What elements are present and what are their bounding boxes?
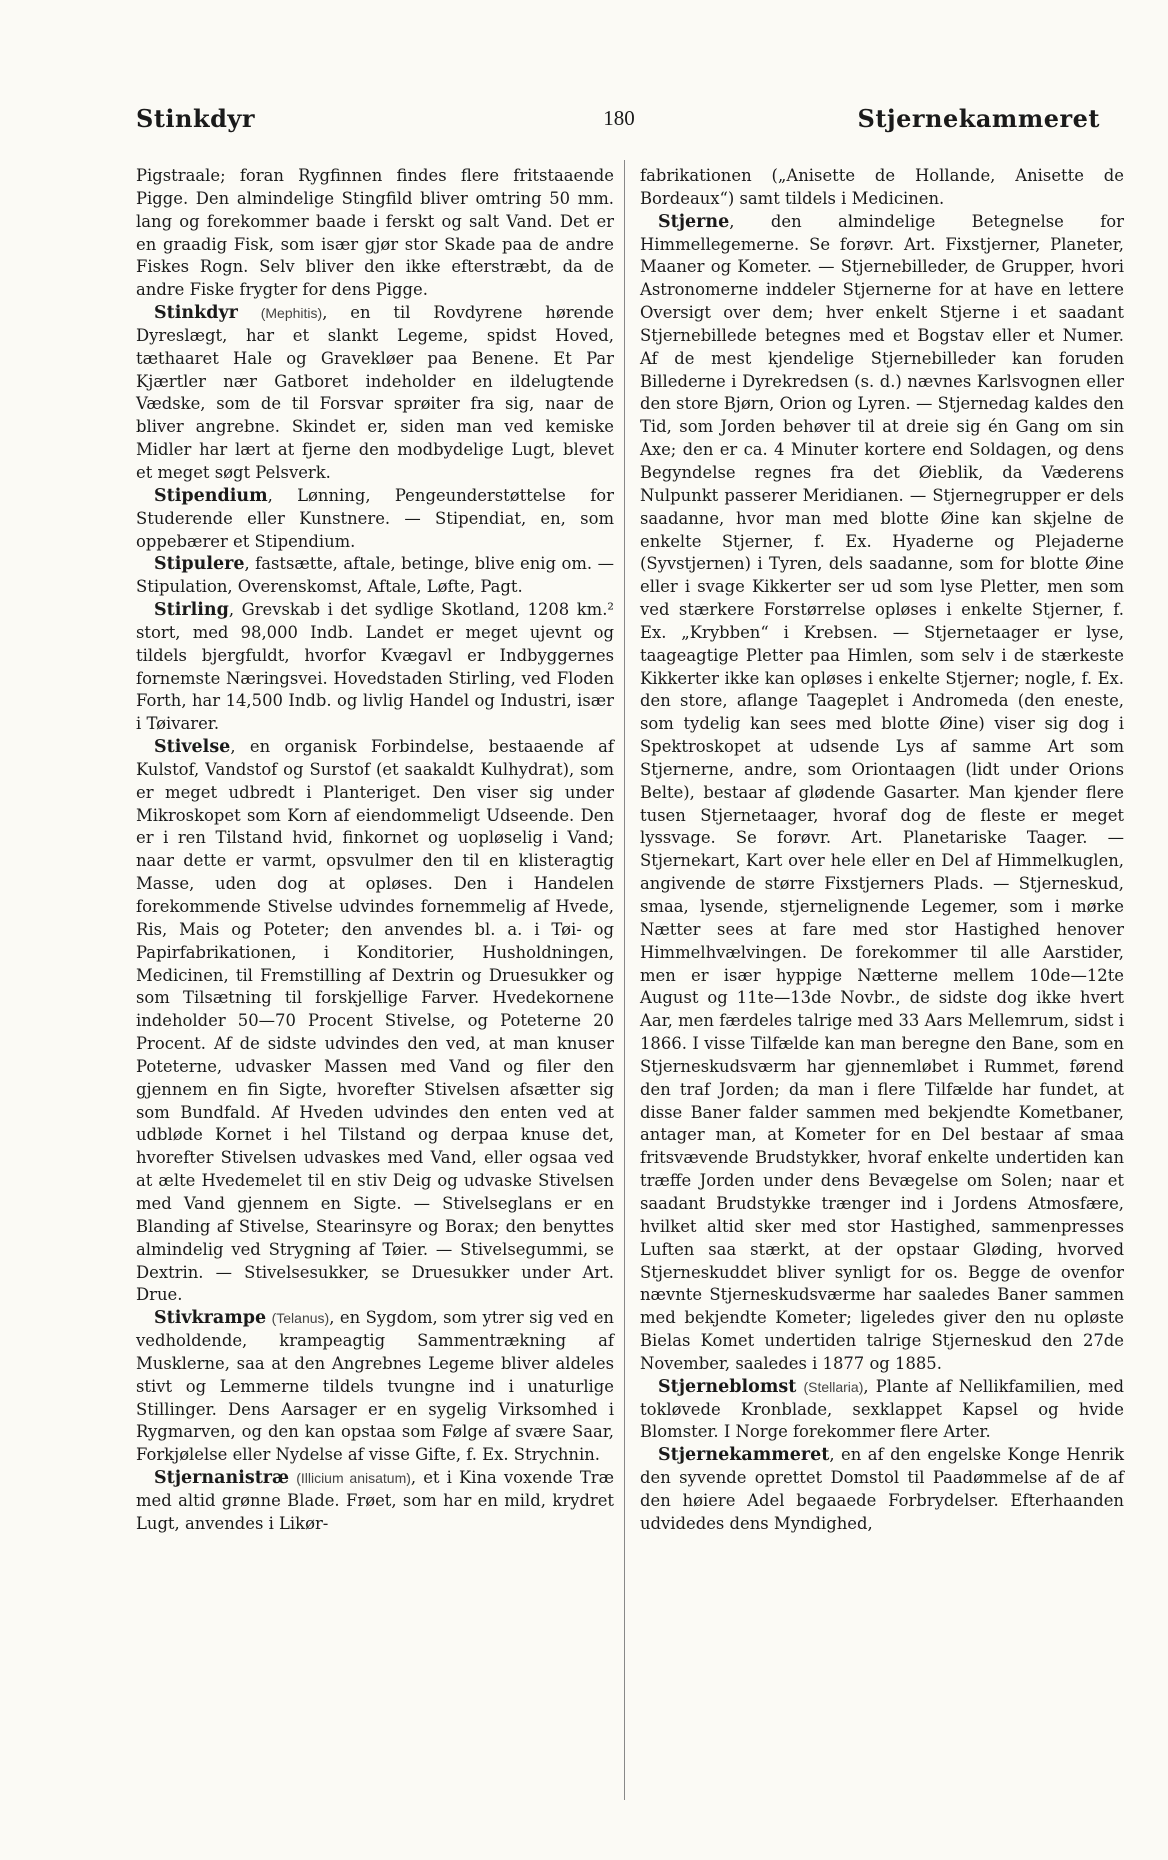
- entry-text: , en Sygdom, som ytrer sig ved en vedholdende, krampeagtig Sammentrækning af Musklerne, saa at den Angrebnes Legeme bliver aldeles stivt og Lemmerne tildels tvungne ind i unaturlige Stillinger. Dens Aarsager er en sygelig Virksomhed i Rygmarven, og den kan opstaa som Følge af svære Saar, Forkjølelse eller Nydelse af visse Gifte, f. Ex. Strychnin.: [136, 1308, 614, 1465]
- entry-text: , Lønning, Pengeunderstøttelse for Studerende eller Kunstnere. — Stipendiat, en, som oppebærer et Stipendium.: [136, 485, 614, 551]
- page-number: 180: [603, 106, 635, 130]
- dictionary-entry: [136, 553, 614, 599]
- entry-text: , en organisk Forbindelse, bestaaende af Kulstof, Vandstof og Surstof (et saakaldt Kulhydrat), som er meget udbredt i Planteriget. Den viser sig under Mikroskopet som Korn af eiendommeligt Udseende. Den er i ren Tilstand hvid, finkornet og uopløselig i Vand; naar dette er varmt, opsvulmer den til en klisteragtig Masse, uden dog at opløses. Den i Handelen forekommende Stivelse udvindes fornemmelig af Hvede, Ris, Mais og Poteter; den anvendes bl. a. i Tøi- og Papirfabrikationen, i Konditorier, Husholdningen, Medicinen, til Fremstilling af Dextrin og Druesukker og som Tilsætning til forskjellige Farver. Hvedekornene indeholder 50—70 Procent Stivelse, og Poteterne 20 Procent. Af de sidste udvindes den ved, at man knuser Poteterne, udvasker Massen med Vand og filer den gjennem en fin Sigte, hvorefter Stivelsen afsætter sig som Bundfald. Af Hveden udvindes den enten ved at udbløde Kornet i hel Tilstand og derpaa knuse det, hvorefter Stivelsen udvaskes med Vand, eller ogsaa ved at ælte Hvedemelet til en stiv Deig og udvaske Stivelsen med Vand gjennem en Sigte. — Stivelseglans er en Blanding af Stivelse, Stearinsyre og Borax; den benyttes almindelig ved Strygning af Tøier. — Stivelsegummi, se Dextrin. — Stivelsesukker, se Druesukker under Art. Drue.: [136, 737, 614, 1305]
- running-head: [132, 104, 1106, 140]
- dictionary-entry: [136, 165, 614, 302]
- running-head-first-entry: Stinkdyr: [136, 104, 255, 133]
- dictionary-entry: [136, 599, 614, 736]
- entry-latin-name: (Stellaria): [803, 1378, 864, 1395]
- entry-text: , en af den engelske Konge Henrik den syvende oprettet Domstol til Paadømmelse af de af den høiere Adel begaaede Forbrydelser. Efterhaanden udvidedes dens Myndighed,: [640, 1445, 1124, 1533]
- dictionary-entry: [136, 1307, 614, 1467]
- entry-text: fabrikationen („Anisette de Hollande, Anisette de Bordeaux“) samt tildels i Medicinen.: [640, 166, 1124, 208]
- entry-text: , fastsætte, aftale, betinge, blive enig om. — Stipulation, Overenskomst, Aftale, Løfte, Pagt.: [136, 554, 614, 597]
- entry-text: , Grevskab i det sydlige Skotland, 1208 km.² stort, med 98,000 Indb. Landet er meget ujevnt og tildels bjergfuldt, hvorfor Kvægavl er Indbyggernes fornemste Næringsvei. Hovedstaden Stirling, ved Floden Forth, har 14,500 Indb. og livlig Handel og Industri, især i Tøivarer.: [136, 600, 614, 734]
- entry-text: Pigstraale; foran Rygfinnen findes flere fritstaaende Pigge. Den almindelige Stingfild bliver omtring 50 mm. lang og forekommer baade i ferskt og salt Vand. Det er en graadig Fisk, som især gjør stor Skade paa de andre Fiskes Rogn. Selv bliver den ikke efterstræbt, da de andre Fiske frygter for dens Pigge.: [136, 166, 614, 300]
- dictionary-entry: [640, 1444, 1124, 1535]
- entry-headword: Stjernanistræ: [154, 1468, 290, 1489]
- entry-latin-name: (Telanus): [271, 1310, 330, 1327]
- dictionary-entry: [136, 302, 614, 485]
- entry-headword: Stipulere: [154, 554, 245, 575]
- entry-text: , Plante af Nellikfamilien, med tokløvede Kronblade, sexklappet Kapsel og hvide Blomster. I Norge forekommer flere Arter.: [640, 1376, 1124, 1442]
- right-column: [640, 165, 1124, 1536]
- entry-headword: Stjerneblomst: [658, 1376, 797, 1397]
- dictionary-entry: [640, 211, 1124, 1376]
- left-column: [136, 165, 614, 1536]
- entry-headword: Stipendium: [154, 485, 268, 506]
- entry-headword: Stirling: [154, 600, 229, 621]
- entry-headword: Stjernekammeret: [658, 1445, 830, 1466]
- entry-text: , den almindelige Betegnelse for Himmellegemerne. Se forøvr. Art. Fixstjerner, Planeter, Maaner og Kometer. — Stjernebilleder, de Grupper, hvori Astronomerne inddeler Stjernerne for at have en lettere Oversigt over dem; hver enkelt Stjerne i et saadant Stjernebillede betegnes med et Bogstav eller et Numer. Af de mest kjendelige Stjernebilleder kan foruden Billederne i Dyrekredsen (s. d.) nævnes Karlsvognen eller den store Bjørn, Orion og Lyren. — Stjernedag kaldes den Tid, som Jorden behøver til at dreie sig én Gang om sin Axe; den er ca. 4 Minuter kortere end Soldagen, og dens Begyndelse regnes fra det Øieblik, da Væderens Nulpunkt passerer Meridianen. — Stjernegrupper er dels saadanne, hvor man med blotte Øine kan skjelne de enkelte Stjerner, f. Ex. Hyaderne og Plejaderne (Syvstjernen) i Tyren, dels saadanne, som for blotte Øine eller i svage Kikkerter ser ud som lyse Pletter, men som ved stærkere Forstørrelse opløses i enkelte Stjerner, f. Ex. „Krybben“ i Krebsen. — Stjernetaager er lyse, taageagtige Pletter paa Himlen, som selv i de stærkeste Kikkerter ikke kan opløses i enkelte Stjerner; nogle, f. Ex. den store, aflange Taageplet i Andromeda (den eneste, som tydelig kan sees med blotte Øine) viser sig dog i Spektroskopet at udsende Lys af samme Art som Stjernerne, andre, som Oriontaagen (lidt under Orions Belte), bestaar af glødende Gasarter. Man kjender flere tusen Stjernetaager, hvoraf dog de fleste er meget lyssvage. Se forøvr. Art. Planetariske Taager. — Stjernekart, Kart over hele eller en Del af Himmelkuglen, angivende de større Fixstjerners Plads. — Stjerneskud, smaa, lysende, stjernelignende Legemer, som i mørke Nætter sees at fare med stor Hastighed henover Himmelhvælvingen. De forekommer til alle Aarstider, men er især hyppige Nætterne mellem 10de—12te August og 11te—13de Novbr., de sidste dog ikke hvert Aar, men færdeles talrige med 33 Aars Mellemrum, sidst i 1866. I visse Tilfælde kan man beregne den Bane, som en Stjerneskudsværm har gjennemløbet i Rummet, førend den traf Jorden; da man i flere Tilfælde har fundet, at disse Baner falder sammen med bekjendte Kometbaner, antager man, at Kometer for en Del bestaar af smaa fritsvævende Brudstykker, hvoraf enkelte undertiden kan træffe Jorden under dens Bevægelse om Solen; naar et saadant Brudstykke trænger ind i Jordens Atmosfære, hvilket altid sker med stor Hastighed, sammenpresses Luften saa stærkt, at der opstaar Gløding, hvorved Stjerneskuddet bliver synligt for os. Begge de ovenfor nævnte Stjerneskudsværme har saaledes Baner sammen med bekjendte Kometer; ligeledes giver den nu opløste Bielas Komet undertiden talrige Stjerneskud den 27de November, saaledes i 1877 og 1885.: [640, 211, 1124, 1373]
- dictionary-entry: [136, 736, 614, 1307]
- entry-headword: Stivelse: [154, 737, 231, 758]
- running-head-last-entry: Stjernekammeret: [857, 104, 1100, 133]
- entry-text: , et i Kina voxende Træ med altid grønne Blade. Frøet, som har en mild, krydret Lugt, anvendes i Likør-: [136, 1468, 614, 1533]
- dictionary-entry: [640, 1376, 1124, 1445]
- dictionary-entry: [136, 485, 614, 554]
- entry-headword: Stjerne: [658, 211, 730, 232]
- dictionary-entry: [640, 165, 1124, 211]
- entry-text: , en til Rovdyrene hørende Dyreslægt, har et slankt Legeme, spidst Hoved, tæthaaret Hale og Gravekløer paa Benene. Et Par Kjærtler nær Gatboret indeholder en ildelugtende Vædske, som de til Forsvar sprøiter fra sig, naar de bliver angrebne. Skindet er, siden man ved kemiske Midler har lært at fjerne den modbydelige Lugt, blevet et meget søgt Pelsverk.: [136, 303, 614, 482]
- dictionary-entry: [136, 1467, 614, 1536]
- entry-headword: Stivkrampe: [154, 1308, 267, 1329]
- entry-headword: Stinkdyr: [154, 303, 238, 324]
- entry-latin-name: (Mephitis): [260, 305, 323, 322]
- column-divider: [624, 160, 625, 1800]
- entry-latin-name: (Illicium anisatum): [296, 1470, 411, 1487]
